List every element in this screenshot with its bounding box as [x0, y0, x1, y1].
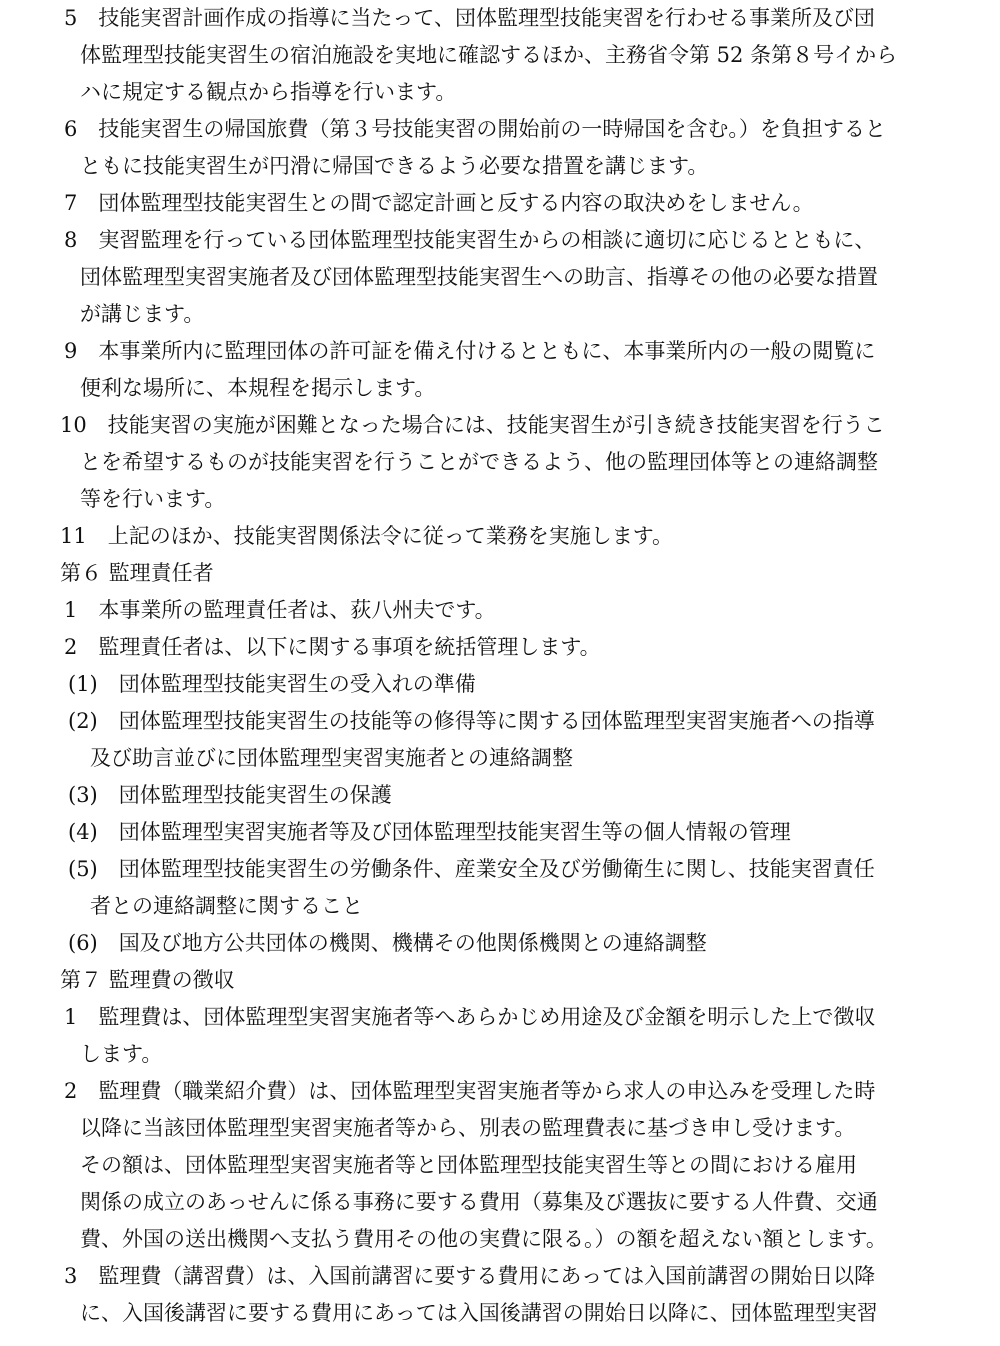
text-line: (1) 団体監理型技能実習生の受入れの準備 [68, 672, 476, 696]
text-line: (3) 団体監理型技能実習生の保護 [68, 783, 392, 807]
text-line: が講じます。 [80, 302, 205, 326]
text-line: (5) 団体監理型技能実習生の労働条件、産業安全及び労働衛生に関し、技能実習責任 [68, 857, 875, 881]
text-line: (6) 国及び地方公共団体の機関、機構その他関係機関との連絡調整 [68, 931, 707, 955]
text-line: その額は、団体監理型実習実施者等と団体監理型技能実習生等との間における雇用 [80, 1153, 857, 1177]
text-line: 9 本事業所内に監理団体の許可証を備え付けるとともに、本事業所内の一般の閲覧に [64, 339, 876, 363]
text-line: ともに技能実習生が円滑に帰国できるよう必要な措置を講じます。 [80, 154, 709, 178]
text-line: とを希望するものが技能実習を行うことができるよう、他の監理団体等との連絡調整 [80, 450, 878, 474]
text-line: 7 団体監理型技能実習生との間で認定計画と反する内容の取決めをしません。 [64, 191, 814, 215]
text-line: 団体監理型実習実施者及び団体監理型技能実習生への助言、指導その他の必要な措置 [80, 265, 878, 289]
text-line: 5 技能実習計画作成の指導に当たって、団体監理型技能実習を行わせる事業所及び団 [64, 6, 875, 30]
text-line: 2 監理責任者は、以下に関する事項を統括管理します。 [64, 635, 601, 659]
text-line: (2) 団体監理型技能実習生の技能等の修得等に関する団体監理型実習実施者への指導 [68, 709, 875, 733]
text-line: 1 本事業所の監理責任者は、荻八州夫です。 [64, 598, 496, 622]
text-line: ハに規定する観点から指導を行います。 [80, 80, 457, 104]
section-heading: 第７ 監理費の徴収 [60, 968, 235, 992]
text-line: 11 上記のほか、技能実習関係法令に従って業務を実施します。 [60, 524, 674, 548]
text-line: 2 監理費（職業紹介費）は、団体監理型実習実施者等から求人の申込みを受理した時 [64, 1079, 876, 1103]
text-line: に、入国後講習に要する費用にあっては入国後講習の開始日以降に、団体監理型実習 [80, 1301, 878, 1325]
text-line: 3 監理費（講習費）は、入国前講習に要する費用にあっては入国前講習の開始日以降 [64, 1264, 876, 1288]
text-line: 体監理型技能実習生の宿泊施設を実地に確認するほか、主務省令第 52 条第８号イから [80, 43, 898, 67]
section-heading: 第６ 監理責任者 [60, 561, 214, 585]
text-line: 8 実習監理を行っている団体監理型技能実習生からの相談に適切に応じるとともに、 [64, 228, 876, 252]
text-line: 及び助言並びに団体監理型実習実施者との連絡調整 [90, 746, 573, 770]
text-line: 等を行います。 [80, 487, 226, 511]
text-line: (4) 団体監理型実習実施者等及び団体監理型技能実習生等の個人情報の管理 [68, 820, 791, 844]
text-line: 以降に当該団体監理型実習実施者等から、別表の監理費表に基づき申し受けます。 [80, 1116, 856, 1140]
text-line: 関係の成立のあっせんに係る事務に要する費用（募集及び選抜に要する人件費、交通 [80, 1190, 878, 1214]
text-line: 便利な場所に、本規程を掲示します。 [80, 376, 436, 400]
text-line: 者との連絡調整に関すること [90, 894, 363, 918]
text-line: 費、外国の送出機関へ支払う費用その他の実費に限る。）の額を超えない額とします。 [80, 1227, 887, 1251]
text-line: 1 監理費は、団体監理型実習実施者等へあらかじめ用途及び金額を明示した上で徴収 [64, 1005, 876, 1029]
text-line: 6 技能実習生の帰国旅費（第３号技能実習の開始前の一時帰国を含む。）を負担すると [64, 117, 886, 141]
text-line: します。 [80, 1042, 163, 1066]
text-line: 10 技能実習の実施が困難となった場合には、技能実習生が引き続き技能実習を行うこ [60, 413, 885, 437]
